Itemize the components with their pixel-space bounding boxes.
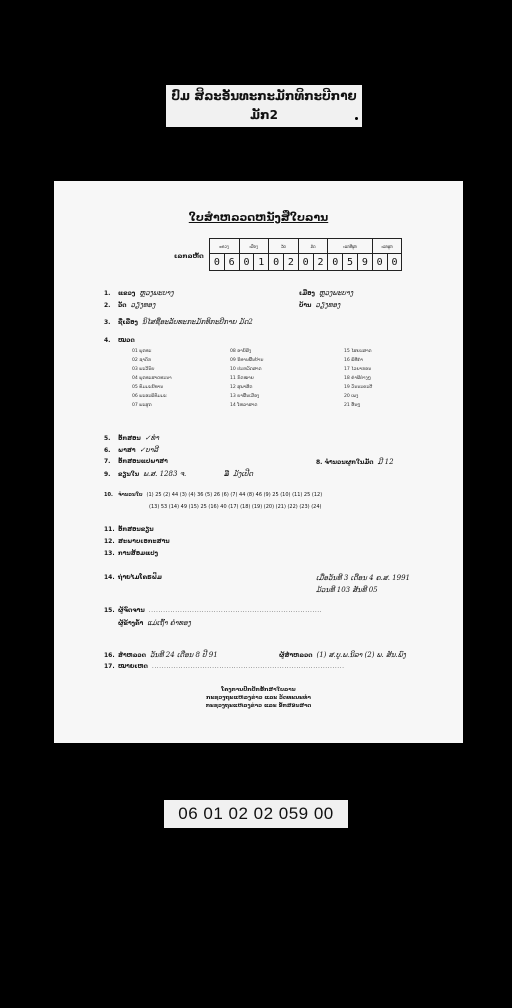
row-number: 13. bbox=[104, 550, 115, 557]
category-option: 09 ນິທານພື້ນບ້ານ bbox=[230, 358, 264, 363]
survey-form bbox=[54, 181, 463, 743]
code-header: ແຂວງ bbox=[210, 239, 240, 254]
row-district bbox=[299, 289, 353, 298]
row-number: 16. bbox=[104, 652, 115, 659]
row-leaf-count bbox=[104, 491, 322, 499]
document-label-line1: ປົມ ສິລະອັນທະກະມັກທິກະບີກາຍ bbox=[171, 89, 357, 103]
row-value: (13) 53 (14) 49 (15) 25 (16) 40 (17) (18) (19) (20) (21) (22) (23) (24) bbox=[149, 504, 322, 510]
row-handwriting bbox=[104, 526, 158, 534]
row-leaf-count-2 bbox=[149, 503, 321, 511]
row-number: 14. bbox=[104, 574, 115, 581]
row-number: 1. bbox=[104, 290, 111, 297]
row-province bbox=[104, 289, 174, 298]
row-value: ວຽງທອງ bbox=[315, 301, 341, 309]
row-survey bbox=[104, 651, 218, 660]
row-value: ພ.ສ. 1283 ຈ. bbox=[143, 470, 187, 478]
row-sponsor bbox=[118, 619, 191, 628]
row-number: 7. bbox=[104, 458, 111, 465]
footer-line: ໂຄງການປົກປັກຮັກສາໃບລານ bbox=[221, 687, 296, 693]
form-title: ໃບສຳຫລວດຫນັງສືໃບລານ bbox=[188, 211, 329, 224]
category-option: 11 ກົດໝາຍ bbox=[230, 376, 254, 381]
row-value: ຫຼວງພະບາງ bbox=[318, 289, 354, 297]
category-option: 04 ພຸດທະສາດທະນາ bbox=[132, 376, 172, 381]
code-digit: 6 bbox=[224, 254, 239, 271]
code-table bbox=[209, 238, 402, 271]
category-option: 13 ຍາພື້ນເມືອງ bbox=[230, 394, 260, 399]
row-label: ພາສາ bbox=[118, 447, 136, 454]
code-header: ເລກຜູກ bbox=[372, 239, 402, 254]
row-number: 4. bbox=[104, 337, 111, 344]
row-category bbox=[104, 337, 139, 345]
category-option: 19 ວັນນະຄະດີ bbox=[344, 385, 373, 390]
category-option: 16 ພິທີກຳ bbox=[344, 358, 364, 363]
category-option: 07 ພະສູດ bbox=[132, 403, 152, 408]
row-value: ✓ບາລີ bbox=[139, 446, 159, 454]
row-number: 5. bbox=[104, 435, 111, 442]
code-label: ເລກລຫັດ bbox=[174, 252, 204, 260]
document-label-line2: ມັກ2 bbox=[250, 108, 278, 122]
row-label: ສຳຫລວດ bbox=[118, 652, 146, 659]
row-number: 6. bbox=[104, 447, 111, 454]
row-label: ແຂວງ bbox=[118, 290, 136, 297]
dust-speck bbox=[355, 117, 358, 120]
row-label: ຜູ້ຈົດຈານ bbox=[118, 607, 145, 614]
category-option: 01 ພຸດທະ bbox=[132, 349, 152, 354]
code-header: ເລກທີຜູກ bbox=[328, 239, 372, 254]
reference-number: 06 01 02 02 059 00 bbox=[164, 800, 348, 828]
row-microfilm bbox=[104, 574, 166, 582]
row-label: ໝາຍເຫດ bbox=[118, 663, 148, 670]
row-village bbox=[299, 301, 340, 310]
code-digit: 2 bbox=[313, 254, 328, 271]
row-value: ວຽງທອງ bbox=[130, 301, 156, 309]
row-script bbox=[104, 434, 159, 443]
row-condition bbox=[104, 538, 174, 546]
row-label: ມີ bbox=[224, 471, 230, 478]
row-surveyor bbox=[279, 651, 406, 660]
row-value: ມີ 12 bbox=[377, 458, 394, 466]
category-option: 08 ອານິສົງ bbox=[230, 349, 252, 354]
row-label: ການສ້ອມແປງ bbox=[118, 550, 159, 557]
code-digit: 0 bbox=[372, 254, 387, 271]
code-header: ມັດ bbox=[298, 239, 328, 254]
row-written-date bbox=[104, 470, 186, 479]
code-digit: 0 bbox=[210, 254, 225, 271]
row-label: ໝວດ bbox=[118, 337, 135, 344]
row-value: ມ້ວນທີ 103 ສັນທີ 05 bbox=[316, 586, 378, 594]
row-label: ຂຽນໃນ bbox=[118, 471, 140, 478]
row-label: 8. ຈຳນວນຜູກໃນມັດ bbox=[316, 459, 374, 466]
row-number: 10. bbox=[104, 492, 113, 498]
row-value: ຫຼວງພະບາງ bbox=[139, 289, 174, 297]
row-remarks: 17. ໝາຍເຫດ ................................................................................ bbox=[104, 663, 345, 670]
row-label: ອັກສອນຂຽນ bbox=[118, 526, 154, 533]
form-footer bbox=[54, 686, 463, 710]
category-option: 17 ໄວຍາກອນ bbox=[344, 367, 372, 372]
footer-line: ກະຊວງຖະແຫລງຂ່າວ ແລະ ວັດທະນະທຳ bbox=[206, 695, 311, 701]
row-number: 17. bbox=[104, 663, 115, 670]
row-number: 2. bbox=[104, 302, 111, 309]
code-header: ເມືອງ bbox=[239, 239, 269, 254]
row-label: ອັກສອນແປພາສາ bbox=[118, 458, 168, 465]
category-option: 15 ໄສຍະສາດ bbox=[344, 349, 372, 354]
row-number: 11. bbox=[104, 526, 115, 533]
row-label: ຖ່າຍໄມໂຄຣຟິມ bbox=[118, 574, 162, 581]
category-option: 12 ສຸພາສິດ bbox=[230, 385, 253, 390]
code-header: ວັດ bbox=[269, 239, 299, 254]
row-number: 9. bbox=[104, 471, 111, 478]
row-value: ✓ທຳ bbox=[144, 434, 160, 442]
row-microfilm-reel bbox=[316, 586, 378, 595]
row-bundle-count bbox=[316, 458, 394, 467]
row-label: ວັດ bbox=[118, 302, 127, 309]
code-digit: 1 bbox=[254, 254, 269, 271]
row-number: 12. bbox=[104, 538, 115, 545]
row-label: ຈຳນວນໃບ bbox=[118, 492, 143, 498]
row-repair bbox=[104, 550, 162, 558]
category-option: 21 ອື່ນໆ bbox=[344, 403, 361, 408]
row-label: ຜູ້ຂ້າງຄ້ຳ bbox=[118, 620, 144, 627]
row-language bbox=[104, 446, 158, 455]
code-digit: 9 bbox=[357, 254, 372, 271]
row-written-year bbox=[224, 470, 253, 479]
row-value: (1) 25 (2) 44 (3) (4) 36 (5) 26 (6) (7) 44 (8) 46 (9) 25 (10) (11) 25 (12) bbox=[146, 492, 323, 498]
code-digit: 5 bbox=[343, 254, 358, 271]
row-label: ສະພາບເອກະສານ bbox=[118, 538, 170, 545]
row-copyist: 15. ຜູ້ຈົດຈານ ........................................................................ bbox=[104, 607, 323, 614]
category-option: 06 ພະອະພິທັມມະ bbox=[132, 394, 167, 399]
category-option: 03 ພະວິນັຍ bbox=[132, 367, 155, 372]
code-digit: 2 bbox=[283, 254, 298, 271]
row-title bbox=[104, 318, 253, 327]
code-header-row bbox=[210, 239, 402, 254]
code-digit: 0 bbox=[298, 254, 313, 271]
row-temple bbox=[104, 301, 155, 310]
code-digit: 0 bbox=[328, 254, 343, 271]
row-value: ເມື່ອວັນທີ 3 ເດືອນ 4 ຄ.ສ. 1991 bbox=[316, 574, 410, 582]
row-value: (1) ສ.ບູ.ພ.ນິລາ (2) ພ. ສັນ.ພົງ bbox=[316, 651, 406, 659]
row-number: 3. bbox=[104, 319, 111, 326]
category-option: 10 ປະຫວັດສາດ bbox=[230, 367, 262, 372]
row-value: ນິໄສຊື່ອະລັບທະກະມັກທິກະບີກາຍ ມັດ2 bbox=[141, 318, 253, 326]
category-option: 02 ຊາດົກ bbox=[132, 358, 152, 363]
footer-line: ກະຊວງຖະແຫລງຂ່າວ ແລະ ອັກສອນສາດ bbox=[205, 703, 312, 709]
row-label: ເມືອງ bbox=[299, 290, 315, 297]
row-number: 15. bbox=[104, 607, 115, 614]
category-option: 20 ເພງ bbox=[344, 394, 359, 399]
code-digit: 0 bbox=[269, 254, 284, 271]
row-value: ແມ່ເຖົ້າ ຄຳທອງ bbox=[147, 619, 191, 627]
category-option: 14 ໂຫລາສາດ bbox=[230, 403, 258, 408]
row-label: ຊື່ເລື່ອງ bbox=[118, 319, 138, 326]
code-digit: 0 bbox=[239, 254, 254, 271]
document-label bbox=[166, 85, 362, 127]
row-label: ອັກສອນ bbox=[118, 435, 141, 442]
code-digit-row bbox=[210, 254, 402, 271]
row-translation bbox=[104, 458, 172, 466]
row-microfilm-date bbox=[316, 574, 410, 583]
row-label: ບ້ານ bbox=[299, 302, 312, 309]
row-value: ມັງເປີດ bbox=[233, 470, 254, 478]
category-option: 18 ຄຳພີຕ່າງໆ bbox=[344, 376, 371, 381]
row-value: ວັນທີ 24 ເດືອນ 8 ປີ 91 bbox=[149, 651, 218, 659]
row-label: ຜູ້ສຳຫລວດ bbox=[279, 652, 313, 659]
category-option: 05 ທັມມະນີທານ bbox=[132, 385, 164, 390]
code-digit: 0 bbox=[387, 254, 402, 271]
